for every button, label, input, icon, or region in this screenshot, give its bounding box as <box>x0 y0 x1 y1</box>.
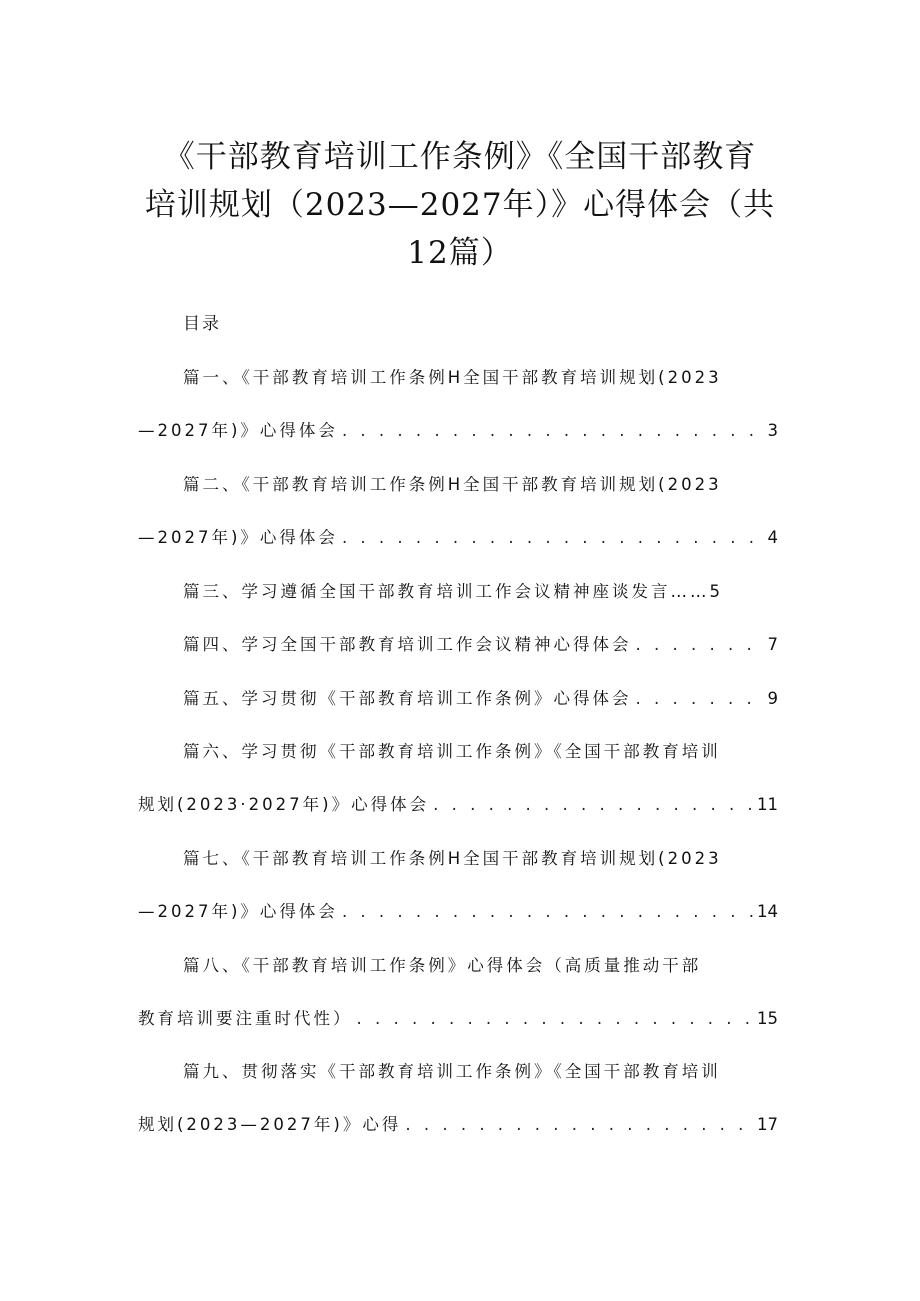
toc-entry-text: —2027年)》心得体会 <box>138 421 338 440</box>
dot-leader <box>636 632 764 658</box>
toc-page-number: 15 <box>757 1009 778 1028</box>
toc-entry-text: —2027年)》心得体会 <box>138 528 338 547</box>
toc-entry-text: 篇三、学习遵循全国干部教育培训工作会议精神座谈发言……5 <box>183 582 723 601</box>
toc-entry-text: 规划(2023—2027年)》心得 <box>138 1115 402 1134</box>
toc-entry-6-line-2[interactable] <box>138 792 778 818</box>
document-title <box>120 133 800 277</box>
dot-leader <box>357 1006 754 1032</box>
dot-leader <box>405 1112 753 1138</box>
toc-entry-9-line-2[interactable] <box>138 1112 778 1138</box>
toc-entry-1-line-2[interactable] <box>138 418 778 444</box>
toc-page-number: 7 <box>767 635 778 654</box>
dot-leader <box>636 686 764 712</box>
toc-entry-2-line-2[interactable] <box>138 525 778 551</box>
title-line-1: 《干部教育培训工作条例》《全国干部教育 <box>163 139 757 175</box>
toc-entry-8-line-2[interactable] <box>138 1006 778 1032</box>
toc-entry-text: 教育培训要注重时代性） <box>138 1009 353 1028</box>
toc-entry-3[interactable] <box>183 579 778 605</box>
toc-entry-text: 规划(2023·2027年)》心得体会 <box>138 795 430 814</box>
dot-leader <box>342 525 764 551</box>
toc-entry-4[interactable] <box>183 632 778 658</box>
toc-page-number: 3 <box>767 421 778 440</box>
title-line-2: 培训规划（2023—2027年）》心得体会（共 <box>144 187 776 223</box>
toc-page-number: 4 <box>767 528 778 547</box>
dot-leader <box>342 418 764 444</box>
toc-entry-text: 篇五、学习贯彻《干部教育培训工作条例》心得体会 <box>183 689 632 708</box>
dot-leader <box>342 899 753 925</box>
toc-entry-6-line-1[interactable]: 篇六、学习贯彻《干部教育培训工作条例》《全国干部教育培训 <box>183 742 721 761</box>
toc-entry-text: 篇四、学习全国干部教育培训工作会议精神心得体会 <box>183 635 632 654</box>
toc-page-number: 11 <box>757 795 778 814</box>
toc-entry-text: —2027年)》心得体会 <box>138 902 338 921</box>
toc-page-number: 9 <box>767 689 778 708</box>
toc-entry-5[interactable] <box>183 686 778 712</box>
toc-entry-8-line-1[interactable]: 篇八、《干部教育培训工作条例》心得体会（高质量推动干部 <box>183 956 702 975</box>
toc-heading: 目录 <box>183 314 221 334</box>
toc-page-number: 14 <box>757 902 778 921</box>
toc-entry-7-line-2[interactable] <box>138 899 778 925</box>
dot-leader <box>433 792 753 818</box>
toc-entry-9-line-1[interactable]: 篇九、贯彻落实《干部教育培训工作条例》《全国干部教育培训 <box>183 1062 721 1081</box>
title-line-3: 12篇） <box>407 235 513 271</box>
toc-entry-1-line-1[interactable]: 篇一、《干部教育培训工作条例H全国干部教育培训规划(2023 <box>183 368 722 387</box>
toc-page-number: 17 <box>757 1115 778 1134</box>
toc-entry-7-line-1[interactable]: 篇七、《干部教育培训工作条例H全国干部教育培训规划(2023 <box>183 849 722 868</box>
toc-entry-2-line-1[interactable]: 篇二、《干部教育培训工作条例H全国干部教育培训规划(2023 <box>183 475 722 494</box>
